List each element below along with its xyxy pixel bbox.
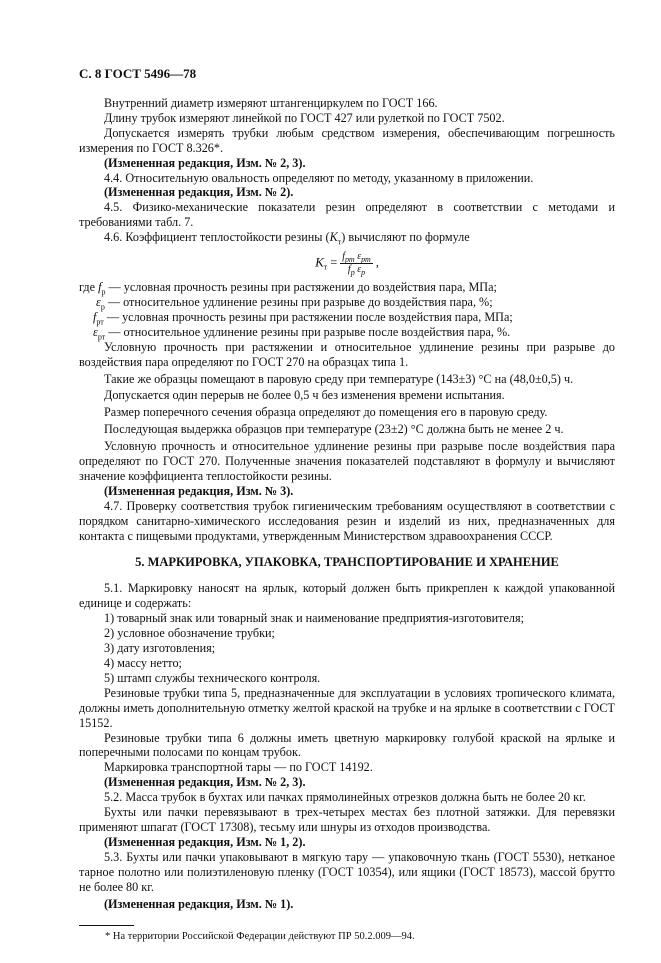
where-item [79, 325, 615, 340]
paragraph: 4.4. Относительную овальность определяют по методу, указанному в приложении. [104, 170, 534, 185]
revision-note: (Измененная редакция, Изм. № 2). [104, 185, 294, 200]
subscript: т [337, 237, 342, 247]
paragraph: 4.7. Проверку соответствия трубок гигиеническим требованиям осуществляют в соответствии с порядком санитарно-химического исследования резин и изделий из них, предназначенных для контакта с пищевыми продуктами, утвержденным Министерством здравоохранения СССР. [79, 498, 615, 543]
subscript: р [361, 268, 366, 278]
list-item: 1) товарный знак или товарный знак и наименование предприятия-изготовителя; [104, 611, 524, 626]
text: — относительное удлинение резины при разрыве до воздействия пара, %; [104, 294, 493, 309]
paragraph: Длину трубок измеряют линейкой по ГОСТ 427 или рулеткой по ГОСТ 7502. [104, 110, 505, 125]
revision-note: (Измененная редакция, Изм. № 2, 3). [104, 155, 306, 170]
subscript: рт [361, 255, 371, 265]
paragraph: Размер поперечного сечения образца определяют до помещения его в паровую среду. [104, 405, 548, 420]
paragraph: Резиновые трубки типа 6 должны иметь цветную маркировку голубой краской на ярлыке и поперечными полосами по концам трубок. [79, 730, 615, 760]
symbol: ε [96, 294, 101, 309]
paragraph: Последующая выдержка образцов при температуре (23±2) °С должна быть не менее 2 ч. [104, 422, 564, 437]
revision-note: (Измененная редакция, Изм. № 1, 2). [104, 834, 306, 849]
paragraph: Условную прочность и относительное удлинение резины при разрыве после воздействия пара определяют по ГОСТ 270. Полученные значения показателей подставляют в формулу и вычисляют значение коэффициента теплостойкости резины. [79, 439, 615, 483]
text: — условная прочность резины при растяжении до воздействия пара, МПа; [105, 280, 497, 295]
paragraph: Резиновые трубки типа 5, предназначенные для эксплуатации в условиях тропического климата, должны иметь дополнительную отметку желтой краской на трубке и на ярлыке в соответствии с ГОСТ 15152. [79, 685, 615, 730]
subscript: т [323, 262, 328, 272]
where-item [79, 295, 615, 310]
text: где [79, 280, 99, 295]
paragraph: Бухты или пачки перевязывают в трех-четырех местах без плотной затяжки. Для перевязки применяют шпагат (ГОСТ 17308), тесьму или шнуры из отходов производства. [79, 805, 615, 834]
paragraph: Внутренний диаметр измеряют штангенциркулем по ГОСТ 166. [104, 96, 438, 110]
symbol: f [98, 280, 102, 295]
text: — относительное удлинение резины при разрыве после воздействия пара, %. [105, 324, 511, 339]
paragraph [79, 230, 615, 245]
symbol: K [315, 254, 324, 270]
revision-note: (Измененная редакция, Изм. № 2, 3). [104, 775, 306, 790]
symbol: ε [357, 251, 362, 263]
symbol: ε [93, 324, 98, 339]
text: ) вычисляют по формуле [341, 230, 470, 245]
paragraph: Такие же образцы помещают в паровую среду при температуре (143±3) °С на (48,0±0,5) ч. [104, 371, 574, 386]
symbol: f [93, 309, 97, 324]
revision-note: (Измененная редакция, Изм. № 1). [104, 896, 294, 911]
symbol: f [347, 264, 351, 276]
paragraph: 5.1. Маркировку наносят на ярлык, который должен быть прикреплен к каждой упакованной единице и содержать: [79, 581, 615, 611]
where-item [79, 310, 615, 325]
subscript: р [101, 287, 106, 297]
text: — условная прочность резины при растяжении после воздействия пара, МПа; [103, 309, 513, 324]
paragraph: 5.2. Масса трубок в бухтах или пачках прямолинейных отрезков должна быть не более 20 кг. [104, 790, 586, 805]
list-item: 5) штамп службы технического контроля. [104, 670, 321, 685]
paragraph: Маркировка транспортной тары — по ГОСТ 14192. [104, 760, 373, 775]
symbol: f [342, 251, 346, 263]
subscript: р [100, 302, 105, 312]
paragraph: Допускается измерять трубки любым средством измерения, обеспечивающим погрешность измерения по ГОСТ 8.326*. [79, 125, 615, 155]
formula: $K_т$ = $\frac{f_{рт} \varepsilon_{рт}}{f_р \varepsilon_р}$ , [315, 251, 379, 278]
paragraph: 5.3. Бухты или пачки упаковывают в мягкую тару — упаковочную ткань (ГОСТ 5530), нетканое тарное полотно или полиэтиленовую пленку (ГОСТ 10354), или ящики (ГОСТ 18573), массой брутто не более 80 кг. [79, 849, 615, 894]
revision-note: (Измененная редакция, Изм. № 3). [104, 483, 294, 498]
paragraph: 4.5. Физико-механические показатели резин определяют в соответствии с методами и требованиями табл. 7. [79, 200, 615, 230]
page-header: С. 8 ГОСТ 5496—78 [79, 66, 197, 81]
list-item: 4) массу нетто; [104, 656, 182, 670]
footnote-divider [79, 925, 134, 926]
subscript: рт [96, 317, 104, 327]
where-item [79, 280, 615, 295]
symbol: ε [357, 264, 362, 276]
paragraph: Условную прочность при растяжении и относительное удлинение резины при разрыве до воздействия пара определяют по ГОСТ 270 на образцах типа 1. [79, 339, 615, 369]
subscript: р [350, 268, 355, 278]
subscript: рт [97, 332, 106, 342]
symbol: K [329, 230, 338, 245]
section-heading: 5. МАРКИРОВКА, УПАКОВКА, ТРАНСПОРТИРОВАНИЕ И ХРАНЕНИЕ [135, 555, 559, 570]
fraction [340, 251, 373, 276]
list-item: 3) дату изготовления; [104, 641, 216, 656]
text: , [372, 255, 379, 270]
subscript: рт [345, 255, 355, 265]
list-item: 2) условное обозначение трубки; [104, 626, 275, 641]
paragraph: Допускается один перерыв не более 0,5 ч без изменения времени испытания. [104, 388, 505, 403]
footnote: * На территории Российской Федерации действуют ПР 50.2.009—94. [105, 931, 415, 943]
document-body [79, 96, 615, 911]
text: 4.6. Коэффициент теплостойкости резины ( [104, 230, 330, 245]
